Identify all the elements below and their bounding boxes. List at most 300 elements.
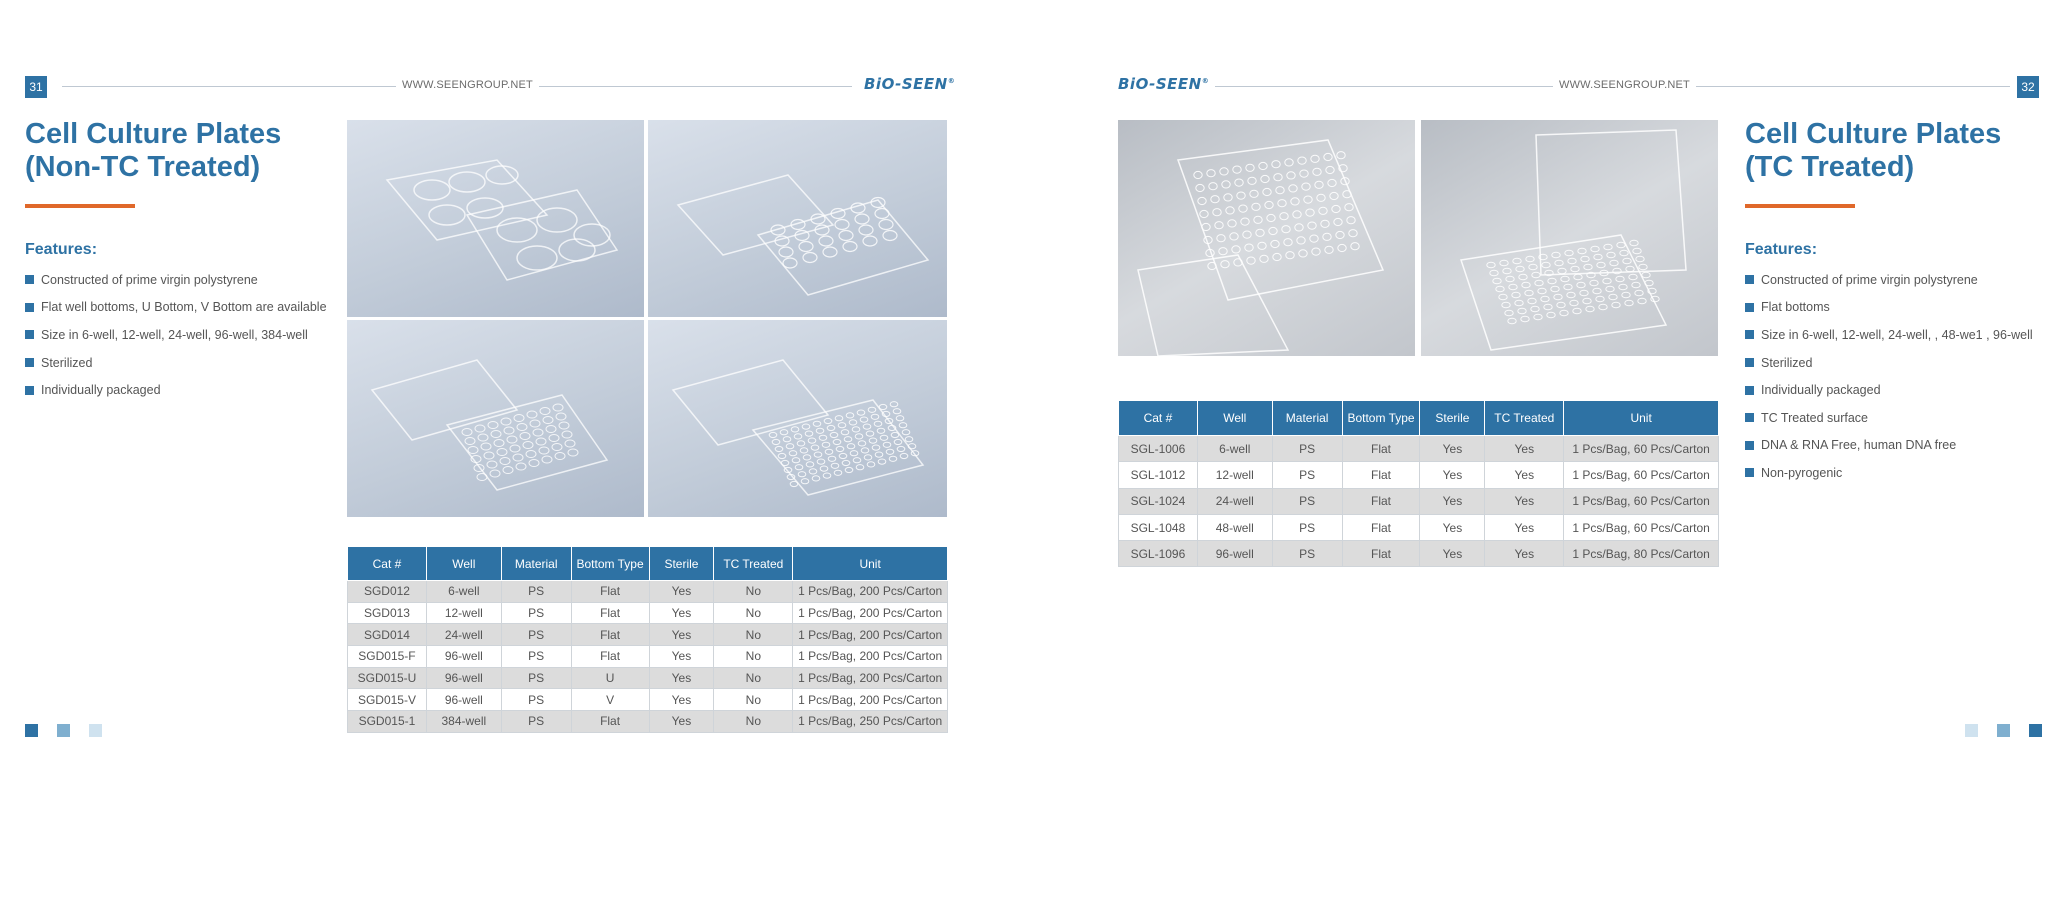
table-cell: SGL-1048	[1119, 514, 1198, 540]
plate-well-shape	[487, 461, 497, 468]
plate-well-shape	[1577, 282, 1585, 288]
table-row	[1119, 514, 1719, 540]
column-header: Cat #	[348, 547, 427, 581]
plate-well-shape	[1538, 288, 1546, 294]
plate-well-shape	[1239, 205, 1247, 212]
table-cell: Yes	[649, 646, 714, 668]
plate-well-shape	[1330, 192, 1338, 199]
table-cell: 1 Pcs/Bag, 60 Pcs/Carton	[1564, 462, 1719, 488]
header-url-left[interactable]: WWW.SEENGROUP.NET	[396, 79, 539, 91]
column-header: Sterile	[1420, 401, 1485, 436]
plate-well-shape	[830, 432, 838, 437]
plate-well-shape	[897, 446, 905, 451]
plate-well-shape	[1622, 292, 1630, 298]
plate-well-shape	[1332, 205, 1340, 212]
plate-well-shape	[527, 411, 537, 418]
table-cell: Flat	[571, 581, 649, 603]
table-cell: SGD012	[348, 581, 427, 603]
plate-well-shape	[1259, 162, 1267, 169]
decor-square-dark	[2029, 724, 2042, 737]
plate-well-shape	[880, 435, 888, 440]
table-cell: 96-well	[426, 689, 501, 711]
plate-well-shape	[1267, 214, 1275, 221]
plate-well-shape	[504, 427, 514, 434]
feature-item: Constructed of prime virgin polystyrene	[25, 266, 335, 294]
table-cell: Yes	[649, 689, 714, 711]
table-cell: PS	[501, 711, 571, 733]
plate-well-shape	[878, 459, 886, 464]
plate-well-shape	[1632, 282, 1640, 288]
plate-well-shape	[478, 434, 488, 441]
plate-well-shape	[1541, 296, 1549, 302]
table-cell: No	[714, 581, 793, 603]
plate-well-shape	[879, 404, 887, 409]
plate-well-shape	[1535, 280, 1543, 286]
plate-well-shape	[1235, 179, 1243, 186]
plate-well-shape	[503, 467, 513, 474]
plate-well-shape	[835, 416, 843, 421]
plate-well-shape	[819, 236, 833, 246]
plate-well-shape	[1237, 192, 1245, 199]
plate-well-shape	[874, 421, 882, 426]
plate-well-shape	[875, 452, 883, 457]
plate-well-shape	[1565, 250, 1573, 256]
table-cell: 48-well	[1197, 514, 1272, 540]
plate-well-shape	[1581, 256, 1589, 262]
plate-well-shape	[856, 465, 864, 470]
plate-well-shape	[1552, 252, 1560, 258]
plate-well-shape	[894, 439, 902, 444]
table-cell: V	[571, 689, 649, 711]
plate-well-shape	[1590, 280, 1598, 286]
table-row	[1119, 541, 1719, 567]
plate-well-shape	[799, 242, 813, 252]
plate-well-shape	[1558, 268, 1566, 274]
table-cell: 1 Pcs/Bag, 60 Pcs/Carton	[1564, 488, 1719, 514]
plate-well-shape	[514, 415, 524, 422]
plate-well-shape	[1291, 198, 1299, 205]
plate-well-shape	[779, 247, 793, 257]
plate-well-shape	[556, 413, 566, 420]
title-underline-right	[1745, 204, 1855, 208]
plate-well-shape	[883, 442, 891, 447]
table-cell: Yes	[1420, 514, 1485, 540]
plate-well-shape	[1571, 266, 1579, 272]
plate-well-shape	[1265, 201, 1273, 208]
table-row	[348, 667, 948, 689]
table-body-right	[1119, 436, 1719, 567]
plate-well-shape	[1604, 244, 1612, 250]
feature-item: Constructed of prime virgin polystyrene	[1745, 266, 2055, 294]
plate-well-shape	[1593, 288, 1601, 294]
plate-well-shape	[1263, 188, 1271, 195]
plate-well-shape	[1623, 258, 1631, 264]
plate-well-shape	[1515, 300, 1523, 306]
plate-well-shape	[859, 225, 873, 235]
plate-well-shape	[465, 438, 475, 445]
plate-well-shape	[781, 460, 789, 465]
plate-well-shape	[1573, 308, 1581, 314]
page-title-left: Cell Culture Plates (Non-TC Treated)	[25, 118, 282, 183]
plate-well-shape	[1321, 220, 1329, 227]
table-row	[1119, 462, 1719, 488]
plate-well-shape	[899, 423, 907, 428]
plate-well-shape	[1209, 183, 1217, 190]
feature-item: Flat well bottoms, U Bottom, V Bottom are available	[25, 294, 335, 322]
plate-well-shape	[1246, 164, 1254, 171]
plate-well-shape	[877, 428, 885, 433]
plate-well-shape	[1612, 302, 1620, 308]
plate-well-shape	[1260, 255, 1268, 262]
plate-well-shape	[1196, 184, 1204, 191]
square-bullet-icon	[25, 330, 34, 339]
plate-well-shape	[1578, 248, 1586, 254]
plate-well-shape	[1326, 166, 1334, 173]
plate-well-shape	[510, 445, 520, 452]
table-cell: Flat	[1342, 488, 1420, 514]
plate-well-shape	[1287, 172, 1295, 179]
plate-well-shape	[789, 451, 797, 456]
plate-well-shape	[1324, 153, 1332, 160]
plate-well-shape	[1642, 272, 1650, 278]
column-header: Material	[1272, 401, 1342, 436]
plate-well-shape	[855, 434, 863, 439]
table-cell: Flat	[1342, 436, 1420, 462]
plate-well-shape	[834, 470, 842, 475]
plate-well-shape	[890, 402, 898, 407]
square-bullet-icon	[25, 386, 34, 395]
plate-well-shape	[491, 431, 501, 438]
table-cell: Yes	[1420, 462, 1485, 488]
table-cell: 1 Pcs/Bag, 60 Pcs/Carton	[1564, 514, 1719, 540]
plate-well-shape	[809, 469, 817, 474]
plate-well-shape	[559, 422, 569, 429]
square-bullet-icon	[1745, 468, 1754, 477]
plate-well-shape	[849, 420, 857, 425]
square-bullet-icon	[1745, 441, 1754, 450]
plate-well-shape	[553, 404, 563, 411]
plate-well-shape	[798, 472, 806, 477]
plate-well-shape	[811, 445, 819, 450]
plate-well-shape	[871, 198, 885, 208]
table-cell: 6-well	[1197, 436, 1272, 462]
table-cell: 6-well	[426, 581, 501, 603]
plate-well-shape	[855, 214, 869, 224]
table-cell: Flat	[1342, 462, 1420, 488]
product-photo-6-well	[347, 120, 644, 317]
plate-well-shape	[863, 236, 877, 246]
plate-well-shape	[536, 438, 546, 445]
plate-well-shape	[1285, 159, 1293, 166]
plate-well-shape	[822, 442, 830, 447]
plate-well-shape	[1276, 187, 1284, 194]
feature-item: Sterilized	[1745, 349, 2055, 377]
decor-square-mid	[1997, 724, 2010, 737]
plate-well-shape	[1596, 296, 1604, 302]
plate-well-shape	[533, 429, 543, 436]
plate-well-shape	[1584, 264, 1592, 270]
feature-item: TC Treated surface	[1745, 404, 2055, 432]
table-header-row	[1119, 401, 1719, 436]
plate-well-shape	[860, 417, 868, 422]
table-cell: PS	[501, 689, 571, 711]
plate-well-shape	[1518, 308, 1526, 314]
plate-well-shape	[1220, 168, 1228, 175]
column-header: Bottom Type	[571, 547, 649, 581]
plate-well-shape	[846, 413, 854, 418]
features-list-right	[1745, 266, 2055, 487]
table-row	[348, 689, 948, 711]
plate-well-shape	[1328, 179, 1336, 186]
square-bullet-icon	[1745, 275, 1754, 284]
decor-square-mid	[57, 724, 70, 737]
plate-well-shape	[517, 424, 527, 431]
plate-well-shape	[546, 426, 556, 433]
plate-well-shape	[839, 453, 847, 458]
plate-well-shape	[872, 445, 880, 450]
plate-well-shape	[1336, 231, 1344, 238]
table-row	[1119, 488, 1719, 514]
plate-well-shape	[778, 453, 786, 458]
table-header-row	[348, 547, 948, 581]
plate-well-shape	[1289, 185, 1297, 192]
plate-well-shape	[1274, 174, 1282, 181]
table-cell: 24-well	[426, 624, 501, 646]
plate-well-shape	[568, 449, 578, 456]
plate-well-shape	[1217, 235, 1225, 242]
plate-well-shape	[1230, 233, 1238, 240]
feature-item: Individually packaged	[25, 376, 335, 404]
plate-well-shape	[1226, 207, 1234, 214]
plate-well-shape	[1349, 230, 1357, 237]
square-bullet-icon	[1745, 358, 1754, 367]
plate-well-shape	[1247, 257, 1255, 264]
title-underline-left	[25, 204, 135, 208]
plate-well-shape	[864, 455, 872, 460]
header-url-right[interactable]: WWW.SEENGROUP.NET	[1553, 79, 1696, 91]
plate-well-shape	[1521, 316, 1529, 322]
plate-well-shape	[790, 481, 798, 486]
table-cell: SGD015-V	[348, 689, 427, 711]
table-cell: 24-well	[1197, 488, 1272, 514]
plate-well-shape	[475, 425, 485, 432]
feature-item: Size in 6-well, 12-well, 24-well, , 48-we1 , 96-well	[1745, 321, 2055, 349]
plate-well-shape	[795, 465, 803, 470]
column-header: Bottom Type	[1342, 401, 1420, 436]
plate-well-shape	[797, 441, 805, 446]
plate-well-shape	[1583, 298, 1591, 304]
plate-well-shape	[871, 414, 879, 419]
plate-well-shape	[1323, 233, 1331, 240]
table-cell: Yes	[1485, 488, 1564, 514]
plate-well-shape	[555, 453, 565, 460]
plate-well-shape	[1599, 304, 1607, 310]
plate-well-shape	[1222, 181, 1230, 188]
plate-well-shape	[1310, 235, 1318, 242]
table-cell: 1 Pcs/Bag, 200 Pcs/Carton	[793, 646, 948, 668]
table-cell: Flat	[1342, 514, 1420, 540]
table-cell: PS	[1272, 541, 1342, 567]
plate-well-shape	[1516, 266, 1524, 272]
table-body-left	[348, 581, 948, 733]
plate-well-shape	[843, 242, 857, 252]
plate-well-shape	[1219, 248, 1227, 255]
table-cell: PS	[1272, 436, 1342, 462]
plate-well-shape	[780, 430, 788, 435]
decor-square-light	[89, 724, 102, 737]
column-header: Sterile	[649, 547, 714, 581]
plate-well-shape	[1603, 278, 1611, 284]
plate-well-shape	[481, 443, 491, 450]
plate-well-shape	[825, 449, 833, 454]
plate-well-shape	[1509, 284, 1517, 290]
plate-well-shape	[1638, 298, 1646, 304]
plate-well-shape	[462, 429, 472, 436]
table-row	[1119, 436, 1719, 462]
plate-well-shape	[847, 444, 855, 449]
plate-well-shape	[1557, 302, 1565, 308]
brand-logo-right: BiO-SEEN®	[1118, 75, 1215, 93]
plate-well-shape	[814, 452, 822, 457]
plate-well-shape	[1534, 314, 1542, 320]
plate-well-shape	[1272, 161, 1280, 168]
table-cell: Yes	[1420, 436, 1485, 462]
table-cell: Yes	[1485, 436, 1564, 462]
plate-well-shape	[1284, 239, 1292, 246]
table-cell: Yes	[1485, 541, 1564, 567]
plate-well-shape	[562, 431, 572, 438]
plate-well-shape	[883, 231, 897, 241]
table-cell: PS	[1272, 514, 1342, 540]
plate-well-shape	[1554, 294, 1562, 300]
table-cell: 384-well	[426, 711, 501, 733]
plate-well-shape	[1555, 260, 1563, 266]
plate-well-shape	[842, 460, 850, 465]
column-header: TC Treated	[1485, 401, 1564, 436]
plate-well-shape	[1306, 209, 1314, 216]
plate-well-shape	[1651, 296, 1659, 302]
plate-well-shape	[1619, 284, 1627, 290]
plate-well-shape	[484, 452, 494, 459]
plate-well-shape	[1233, 166, 1241, 173]
plate-well-shape	[1531, 306, 1539, 312]
plate-well-shape	[886, 449, 894, 454]
table-cell: 96-well	[426, 646, 501, 668]
plate-well-shape	[1630, 240, 1638, 246]
table-cell: U	[571, 667, 649, 689]
plate-well-shape	[488, 422, 498, 429]
plate-well-shape	[1208, 262, 1216, 269]
plate-well-shape	[1505, 310, 1513, 316]
plate-well-shape	[889, 456, 897, 461]
plate-well-shape	[836, 446, 844, 451]
table-cell: Yes	[649, 602, 714, 624]
plate-well-shape	[490, 470, 500, 477]
decor-square-light	[1965, 724, 1978, 737]
table-cell: 1 Pcs/Bag, 80 Pcs/Carton	[1564, 541, 1719, 567]
plate-well-shape	[1269, 227, 1277, 234]
table-cell: 1 Pcs/Bag, 250 Pcs/Carton	[793, 711, 948, 733]
plate-well-shape	[893, 409, 901, 414]
plate-well-shape	[775, 446, 783, 451]
page-number-left: 31	[25, 76, 47, 98]
plate-well-shape	[803, 253, 817, 263]
brand-logo-left: BiO-SEEN®	[858, 75, 955, 93]
plate-well-shape	[879, 220, 893, 230]
plate-well-shape	[857, 410, 865, 415]
table-cell: Yes	[1420, 541, 1485, 567]
plate-well-shape	[828, 456, 836, 461]
plate-well-shape	[1528, 298, 1536, 304]
plate-well-shape	[1213, 209, 1221, 216]
plate-well-shape	[1298, 157, 1306, 164]
plate-well-shape	[540, 408, 550, 415]
plate-well-shape	[819, 435, 827, 440]
plate-well-shape	[791, 427, 799, 432]
table-cell: SGL-1024	[1119, 488, 1198, 514]
plate-well-shape	[891, 432, 899, 437]
plate-well-shape	[1629, 274, 1637, 280]
plate-well-shape	[1606, 286, 1614, 292]
plate-well-shape	[1297, 237, 1305, 244]
plate-well-shape	[817, 459, 825, 464]
feature-item: Sterilized	[25, 349, 335, 377]
square-bullet-icon	[1745, 330, 1754, 339]
plate-well-shape	[507, 436, 517, 443]
table-row	[348, 602, 948, 624]
table-cell: Yes	[649, 624, 714, 646]
plate-well-shape	[1295, 224, 1303, 231]
plate-well-shape	[1499, 294, 1507, 300]
plate-well-shape	[1580, 290, 1588, 296]
plate-well-shape	[1574, 274, 1582, 280]
plate-well-shape	[1278, 200, 1286, 207]
plate-well-shape	[565, 440, 575, 447]
plate-well-shape	[875, 209, 889, 219]
plate-well-shape	[1198, 197, 1206, 204]
plate-well-shape	[1502, 302, 1510, 308]
plate-well-shape	[861, 448, 869, 453]
product-photo-96-well-tc-b	[1421, 120, 1718, 356]
product-photo-48-well	[347, 320, 644, 517]
spec-table-right	[1118, 400, 1719, 567]
table-cell: No	[714, 689, 793, 711]
table-cell: Flat	[571, 602, 649, 624]
feature-item: Flat bottoms	[1745, 294, 2055, 322]
plate-well-shape	[1561, 276, 1569, 282]
plate-well-shape	[1544, 304, 1552, 310]
plate-well-shape	[1258, 242, 1266, 249]
plate-well-shape	[1508, 318, 1516, 324]
table-cell: Yes	[649, 667, 714, 689]
plate-well-shape	[1215, 222, 1223, 229]
plate-well-shape	[824, 418, 832, 423]
plate-well-shape	[1639, 264, 1647, 270]
plate-well-shape	[1280, 213, 1288, 220]
plate-well-shape	[1308, 222, 1316, 229]
table-cell: SGD013	[348, 602, 427, 624]
plate-well-shape	[1347, 217, 1355, 224]
plate-well-shape	[529, 460, 539, 467]
plate-well-shape	[1532, 272, 1540, 278]
plate-well-shape	[1228, 220, 1236, 227]
table-cell: Flat	[571, 624, 649, 646]
plate-well-shape	[542, 456, 552, 463]
plate-well-shape	[1500, 260, 1508, 266]
plate-well-shape	[835, 220, 849, 230]
plate-well-shape	[1547, 312, 1555, 318]
square-bullet-icon	[1745, 303, 1754, 312]
